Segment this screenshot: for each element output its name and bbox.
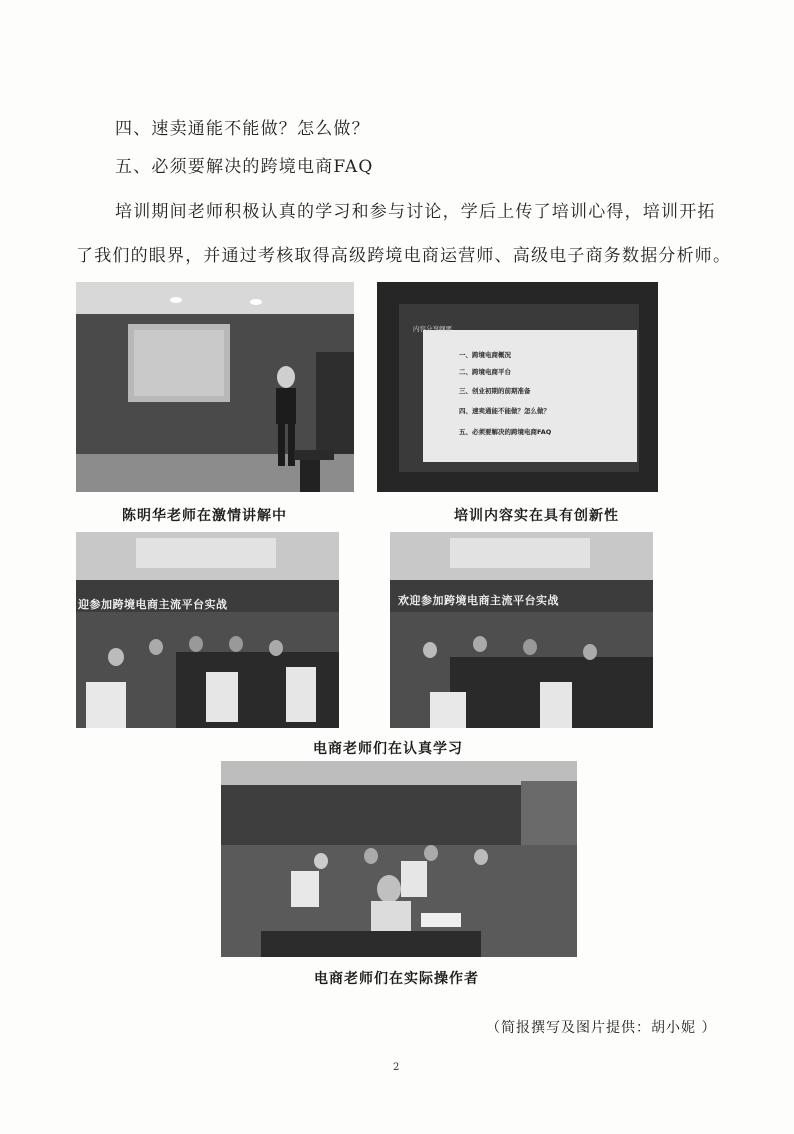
paragraph-item-5: 五、必须要解决的跨境电商FAQ — [115, 157, 374, 177]
photo-slide — [377, 282, 658, 492]
banner-classroom-left: 迎参加跨境电商主流平台实战 — [78, 598, 228, 611]
paragraph-body-2: 了我们的眼界，并通过考核取得高级跨境电商运营师、高级电子商务数据分析师。 — [76, 246, 732, 266]
slide-item-3: 三、创业初期的前期准备 — [459, 387, 531, 395]
paragraph-body-1: 培训期间老师积极认真的学习和参与讨论，学后上传了培训心得，培训开拓 — [115, 202, 716, 222]
slide-item-2: 二、跨境电商平台 — [459, 368, 511, 376]
caption-practice: 电商老师们在实际操作者 — [314, 971, 479, 987]
photo-classroom-left — [76, 532, 339, 728]
slide-title: 内容分享纲要 — [413, 325, 452, 333]
photo-practice — [221, 761, 577, 957]
page-number: 2 — [393, 1062, 400, 1073]
photo-credit: （简报撰写及图片提供：胡小妮 ） — [486, 1020, 717, 1036]
slide-item-1: 一、跨境电商概况 — [459, 351, 511, 359]
photo-speaker — [76, 282, 354, 492]
caption-photo-speaker: 陈明华老师在激情讲解中 — [122, 508, 287, 524]
photo-classroom-right — [390, 532, 653, 728]
paragraph-item-4: 四、速卖通能不能做？怎么做？ — [115, 119, 370, 139]
caption-photo-slide: 培训内容实在具有创新性 — [454, 508, 619, 524]
slide-item-5: 五、必须要解决的跨境电商FAQ — [459, 428, 552, 436]
caption-classroom: 电商老师们在认真学习 — [313, 741, 463, 757]
banner-classroom-right: 欢迎参加跨境电商主流平台实战 — [398, 594, 559, 607]
slide-item-4: 四、速卖通能不能做？怎么做？ — [459, 407, 550, 415]
